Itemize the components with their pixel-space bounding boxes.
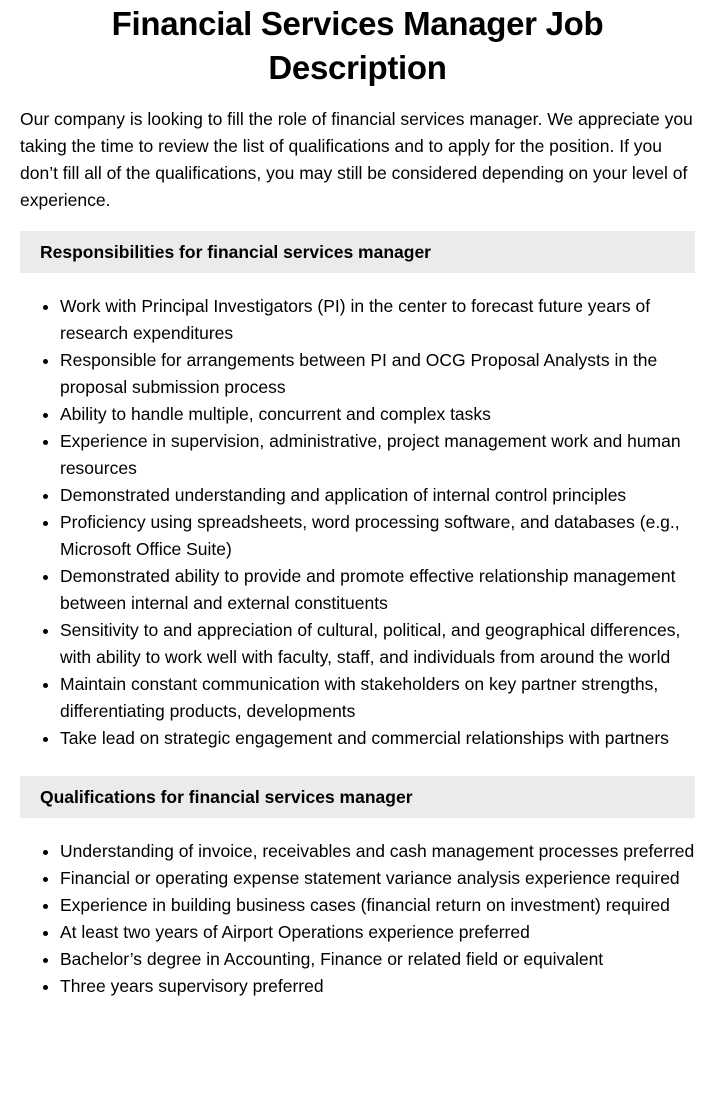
list-item: • Experience in building business cases (financial return on investment) required [60, 892, 695, 919]
list-item: • Demonstrated understanding and application of internal control principles [60, 482, 695, 509]
list-item: • Ability to handle multiple, concurrent and complex tasks [60, 401, 695, 428]
list-item: • Financial or operating expense statement variance analysis experience required [60, 865, 695, 892]
responsibilities-list [20, 293, 695, 752]
qualifications-heading: Qualifications for financial services manager [20, 776, 695, 818]
list-item: • Experience in supervision, administrative, project management work and human resources [60, 428, 695, 482]
list-item: • Three years supervisory preferred [60, 973, 695, 1000]
list-item: • At least two years of Airport Operations experience preferred [60, 919, 695, 946]
list-item: • Work with Principal Investigators (PI) in the center to forecast future years of research expenditures [60, 293, 695, 347]
list-item: • Proficiency using spreadsheets, word processing software, and databases (e.g., Microsoft Office Suite) [60, 509, 695, 563]
list-item: • Responsible for arrangements between PI and OCG Proposal Analysts in the proposal submission process [60, 347, 695, 401]
responsibilities-heading: Responsibilities for financial services manager [20, 231, 695, 273]
list-item: • Sensitivity to and appreciation of cultural, political, and geographical differences, with ability to work well with faculty, staff, and individuals from around the world [60, 617, 695, 671]
list-item: • Maintain constant communication with stakeholders on key partner strengths, differentiating products, developments [60, 671, 695, 725]
qualifications-list [20, 838, 695, 1000]
intro-paragraph: Our company is looking to fill the role of financial services manager. We appreciate you taking the time to review the list of qualifications and to apply for the position. If you don’t fill all of the qualifications, you may still be considered depending on your level of experience. [20, 109, 693, 210]
list-item: • Bachelor’s degree in Accounting, Finance or related field or equivalent [60, 946, 695, 973]
list-item: • Understanding of invoice, receivables and cash management processes preferred [60, 838, 695, 865]
list-item: • Demonstrated ability to provide and promote effective relationship management between internal and external constituents [60, 563, 695, 617]
list-item: • Take lead on strategic engagement and commercial relationships with partners [60, 725, 695, 752]
page-title: Financial Services Manager Job Description [111, 5, 604, 86]
